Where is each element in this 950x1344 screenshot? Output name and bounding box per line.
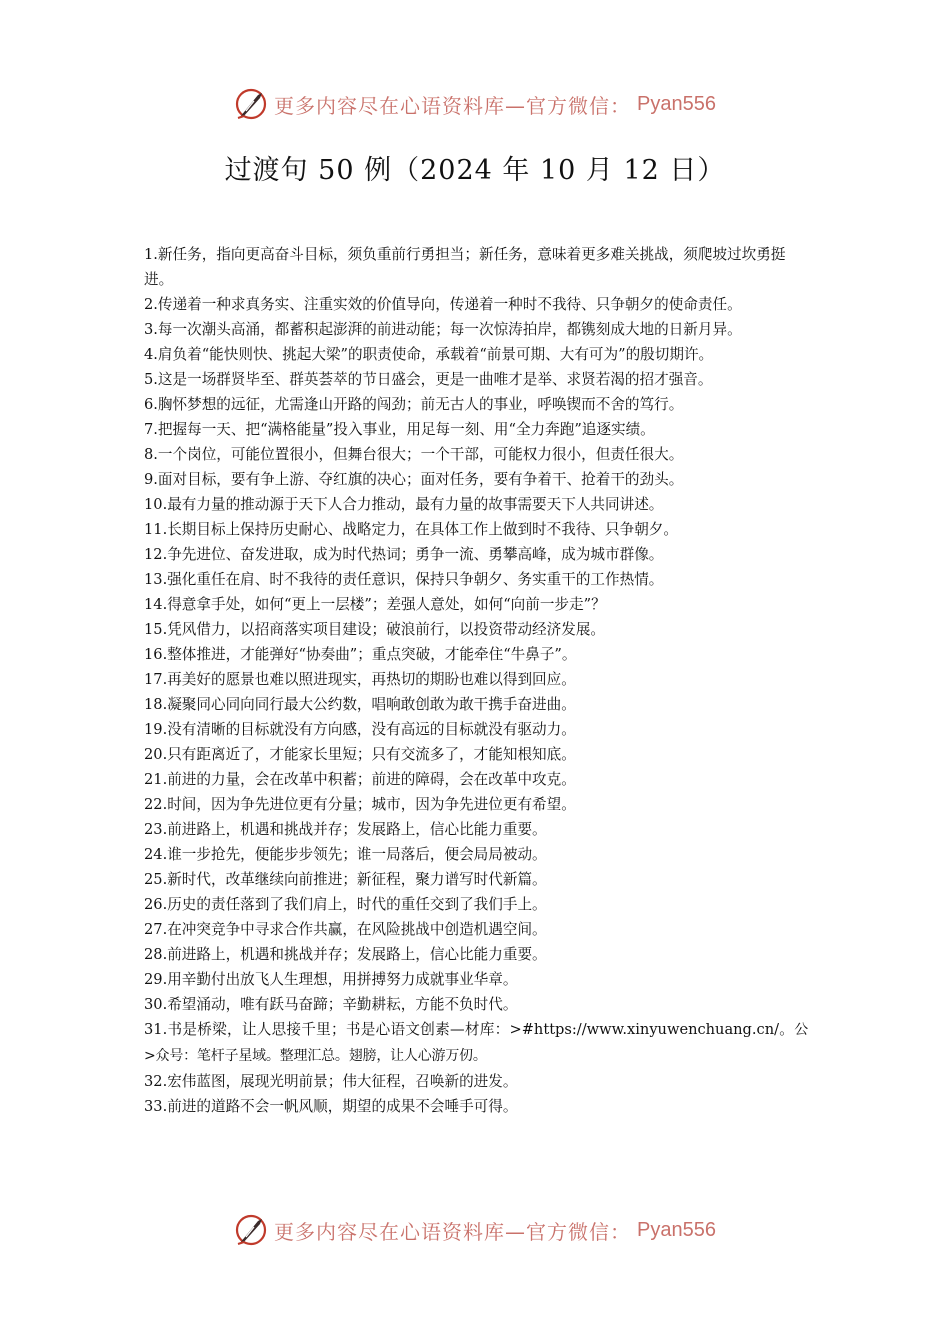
list-item: 19.没有清晰的目标就没有方向感，没有高远的目标就没有驱动力。 (144, 721, 576, 738)
list-item: 22.时间，因为争先进位更有分量；城市，因为争先进位更有希望。 (144, 796, 576, 813)
document-body (144, 242, 808, 1119)
list-item: 9.面对目标，要有争上游、夺红旗的决心；面对任务，要有争着干、抢着干的劲头。 (144, 471, 684, 488)
list-item: 17.再美好的愿景也难以照进现实，再热切的期盼也难以得到回应。 (144, 671, 576, 688)
list-item-with-link (144, 1017, 808, 1069)
list-item: 29.用辛勤付出放飞人生理想，用拼搏努力成就事业华章。 (144, 971, 518, 988)
special-item-serif-text: 31.书是桥梁，让人思接千里；书是心语文创素—材库：>#https://www.xinyuwenchuang.cn/。 (144, 1021, 795, 1038)
list-item: 15.凭风借力，以招商落实项目建设；破浪前行，以投资带动经济发展。 (144, 621, 606, 638)
header-wechat-id: Pyan556 (637, 92, 716, 115)
list-item: 6.胸怀梦想的远征，尤需逢山开路的闯劲；前无古人的事业，呼唤锲而不舍的笃行。 (144, 396, 684, 413)
list-item: 3.每一次潮头高涌，都蓄积起澎湃的前进动能；每一次惊涛拍岸，都镌刻成大地的日新月异。 (144, 321, 742, 338)
list-item: 14.得意拿手处，如何“更上一层楼”；差强人意处，如何“向前一步走”？ (144, 596, 606, 613)
list-item: 25.新时代，改革继续向前推进；新征程，聚力谱写时代新篇。 (144, 871, 547, 888)
header-banner (0, 84, 950, 124)
list-item: 21.前进的力量，会在改革中积蓄；前进的障碍，会在改革中攻克。 (144, 771, 576, 788)
list-item: 11.长期目标上保持历史耐心、战略定力，在具体工作上做到时不我待、只争朝夕。 (144, 521, 678, 538)
footer-banner (0, 1210, 950, 1250)
list-item: 8.一个岗位，可能位置很小，但舞台很大；一个干部，可能权力很小，但责任很大。 (144, 446, 684, 463)
list-item: 32.宏伟蓝图，展现光明前景；伟大征程，召唤新的进发。 (144, 1073, 518, 1090)
header-banner-text: 更多内容尽在心语资料库—官方微信： (274, 93, 632, 118)
list-item: 24.谁一步抢先，便能步步领先；谁一局落后，便会局局被动。 (144, 846, 547, 863)
list-item: 12.争先进位、奋发进取，成为时代热词；勇争一流、勇攀高峰，成为城市群像。 (144, 546, 664, 563)
list-item: 1.新任务，指向更高奋斗目标，须负重前行勇担当；新任务，意味着更多难关挑战，须爬坡过坎勇挺进。 (144, 246, 786, 288)
list-item: 4.肩负着“能快则快、挑起大梁”的职责使命，承载着“前景可期、大有可为”的殷切期许。 (144, 346, 714, 363)
list-item: 23.前进路上，机遇和挑战并存；发展路上，信心比能力重要。 (144, 821, 547, 838)
list-item: 33.前进的道路不会一帆风顺，期望的成果不会唾手可得。 (144, 1098, 518, 1115)
list-item: 27.在冲突竞争中寻求合作共赢，在风险挑战中创造机遇空间。 (144, 921, 547, 938)
list-item: 30.希望涌动，唯有跃马奋蹄；辛勤耕耘，方能不负时代。 (144, 996, 518, 1013)
list-item: 2.传递着一种求真务实、注重实效的价值导向，传递着一种时不我待、只争朝夕的使命责任。 (144, 296, 742, 313)
list-item: 20.只有距离近了，才能家长里短；只有交流多了，才能知根知底。 (144, 746, 576, 763)
list-item: 13.强化重任在肩、时不我待的责任意识，保持只争朝夕、务实重干的工作热情。 (144, 571, 664, 588)
list-item: 16.整体推进，才能弹好“协奏曲”；重点突破，才能牵住“牛鼻子”。 (144, 646, 577, 663)
special-item-sans-text: 公>众号：笔杆子星域。整理汇总。翅膀，让人心游万仞。 (144, 1022, 808, 1064)
list-item: 5.这是一场群贤毕至、群英荟萃的节日盛会，更是一曲唯才是举、求贤若渴的招才强音。 (144, 371, 713, 388)
list-item: 10.最有力量的推动源于天下人合力推动，最有力量的故事需要天下人共同讲述。 (144, 496, 664, 513)
list-item: 18.凝聚同心同向同行最大公约数，唱响敢创敢为敢干携手奋进曲。 (144, 696, 576, 713)
footer-wechat-id: Pyan556 (637, 1218, 716, 1241)
list-item: 28.前进路上，机遇和挑战并存；发展路上，信心比能力重要。 (144, 946, 547, 963)
footer-banner-text: 更多内容尽在心语资料库—官方微信： (274, 1219, 632, 1244)
page-title: 过渡句 50 例（2024 年 10 月 12 日） (224, 155, 726, 186)
quill-logo-icon (234, 87, 268, 121)
list-item: 26.历史的责任落到了我们肩上，时代的重任交到了我们手上。 (144, 896, 547, 913)
quill-logo-icon (234, 1213, 268, 1247)
list-item: 7.把握每一天、把“满格能量”投入事业，用足每一刻、用“全力奔跑”追逐实绩。 (144, 421, 655, 438)
